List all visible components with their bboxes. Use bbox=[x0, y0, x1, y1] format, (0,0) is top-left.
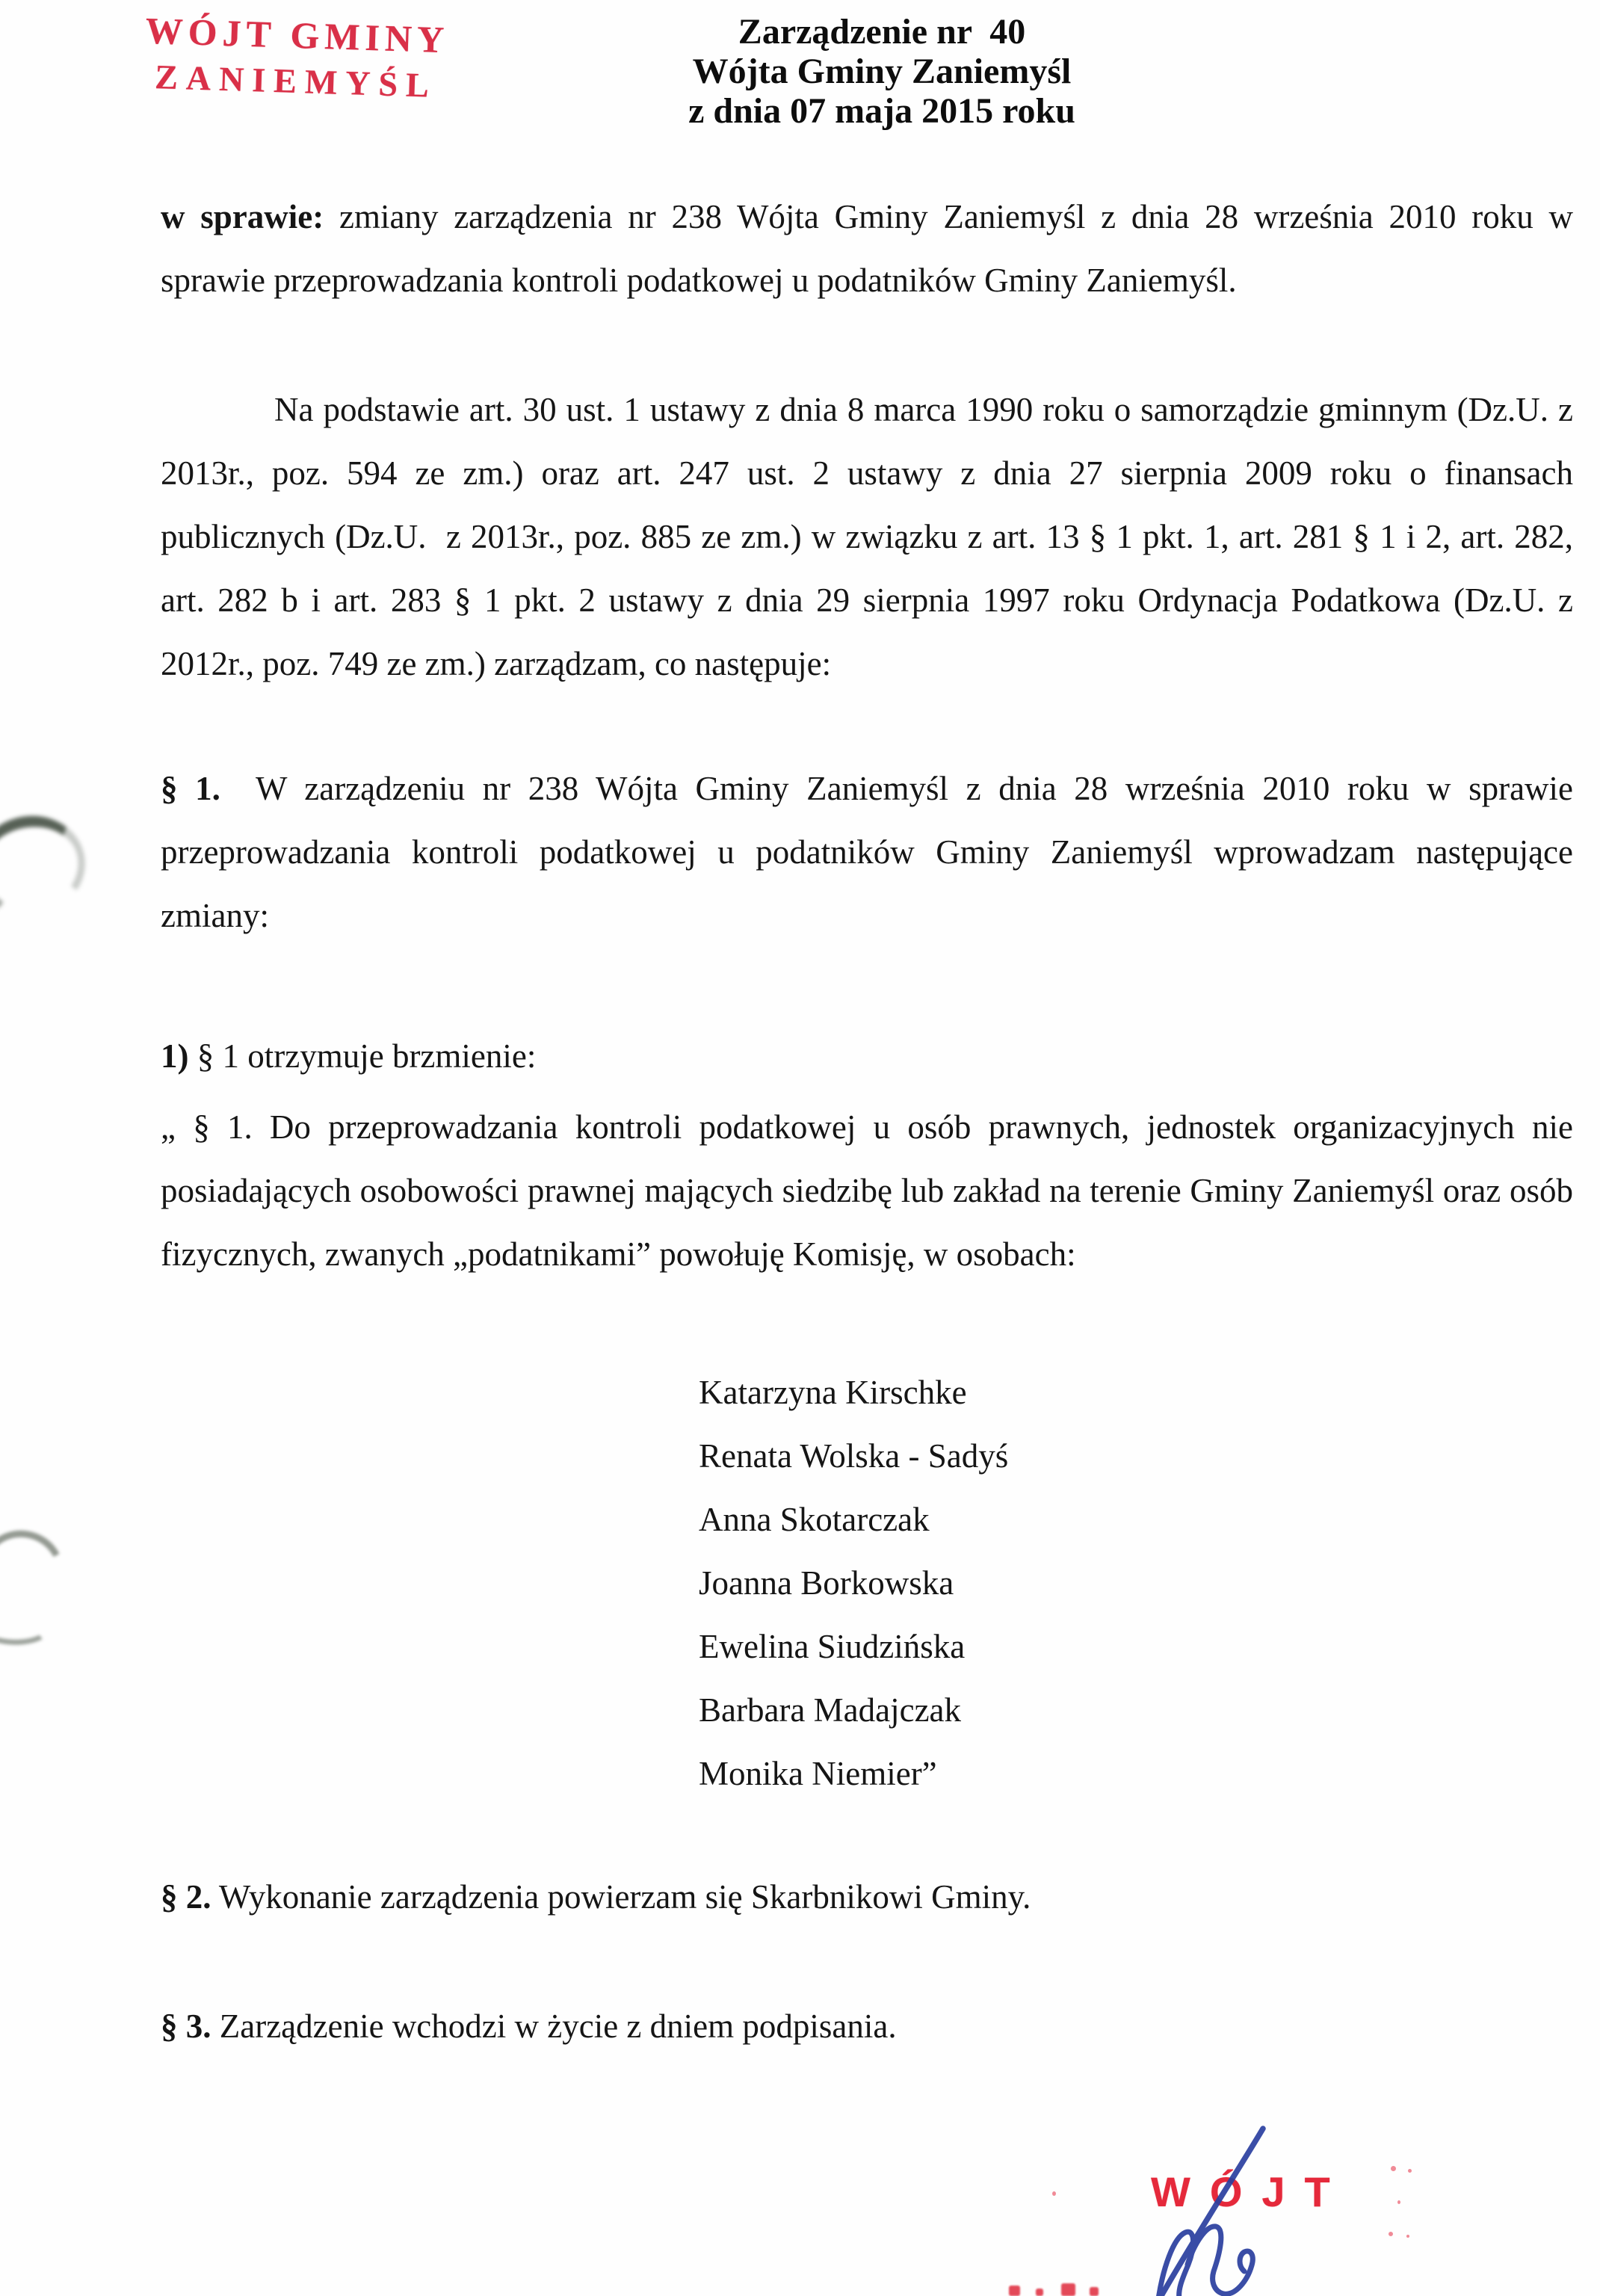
point-1-text: § 1 otrzymuje brzmienie: bbox=[188, 1037, 537, 1075]
section-2-label: § 2. bbox=[161, 1878, 211, 1916]
point-1-paragraph bbox=[161, 1025, 1573, 1088]
subject-label: w sprawie: bbox=[161, 198, 324, 235]
section-2-paragraph bbox=[161, 1866, 1573, 1929]
title-line-3: z dnia 07 maja 2015 roku bbox=[688, 91, 1075, 131]
signer-function-title: WÓJT bbox=[1151, 2168, 1350, 2215]
document-title bbox=[508, 12, 1255, 131]
committee-list bbox=[699, 1361, 1008, 1806]
committee-member: Katarzyna Kirschke bbox=[699, 1374, 967, 1411]
committee-member: Ewelina Siudzińska bbox=[699, 1628, 966, 1665]
title-line-2: Wójta Gminy Zaniemyśl bbox=[692, 52, 1072, 91]
subject-text: zmiany zarządzenia nr 238 Wójta Gminy Zaniemyśl z dnia 28 września 2010 roku w sprawie przeprowadzania kontroli podatkowej u podatników Gminy Zaniemyśl. bbox=[161, 198, 1574, 299]
office-stamp bbox=[142, 7, 451, 110]
stamp-line-2: ZANIEMYŚL bbox=[154, 58, 438, 105]
section-3-paragraph bbox=[161, 1995, 1573, 2058]
stamp-line-1: WÓJT GMINY bbox=[144, 9, 451, 61]
section-3-text: Zarządzenie wchodzi w życie z dniem podpisania. bbox=[211, 2008, 897, 2045]
section-1-label: § 1. bbox=[161, 770, 220, 807]
section-3-label: § 3. bbox=[161, 2008, 211, 2045]
section-1-text: W zarządzeniu nr 238 Wójta Gminy Zaniemyśl z dnia 28 września 2010 roku w sprawie przeprowadzania kontroli podatkowej u podatników Gminy Zaniemyśl wprowadzam następujące zmiany: bbox=[161, 770, 1574, 934]
committee-member: Monika Niemier” bbox=[699, 1755, 937, 1792]
title-line-1: Zarządzenie nr 40 bbox=[738, 12, 1026, 52]
handwritten-signature bbox=[1031, 2115, 1345, 2296]
hole-punch-artifact-1 bbox=[0, 806, 94, 926]
quoted-wording-text: „ § 1. Do przeprowadzania kontroli podatkowej u osób prawnych, jednostek organizacyjnych nie posiadających osobowości prawnej mających siedzibę lub zakład na terenie Gminy Zaniemyśl oraz osób fizycznych, zwanych „podatnikami” powołuję Komisję, w osobach: bbox=[161, 1108, 1573, 1273]
committee-member: Renata Wolska - Sadyś bbox=[699, 1437, 1009, 1475]
legal-basis-text: Na podstawie art. 30 ust. 1 ustawy z dnia 8 marca 1990 roku o samorządzie gminnym (Dz.U. z 2013r., poz. 594 ze zm.) oraz art. 247 ust. 2 ustawy z dnia 27 sierpnia 2009 roku o finansach publicznych (Dz.U. z 2013r., poz. 885 ze zm.) w związku z art. 13 § 1 pkt. 1, art. 281 § 1 i 2, art. 282, art. 282 b i art. 283 § 1 pkt. 2 ustawy z dnia 29 sierpnia 1997 roku Ordynacja Podatkowa (Dz.U. z 2012r., poz. 749 ze zm.) zarządzam, co następuje: bbox=[161, 391, 1573, 682]
committee-member: Joanna Borkowska bbox=[699, 1564, 954, 1602]
quoted-wording-paragraph bbox=[161, 1096, 1573, 1286]
point-1-label: 1) bbox=[161, 1037, 189, 1075]
subject-paragraph bbox=[161, 185, 1573, 312]
legal-basis-paragraph bbox=[161, 378, 1573, 696]
committee-member: Anna Skotarczak bbox=[699, 1501, 930, 1538]
section-2-text: Wykonanie zarządzenia powierzam się Skarbnikowi Gminy. bbox=[211, 1878, 1031, 1916]
committee-member: Barbara Madajczak bbox=[699, 1691, 962, 1729]
section-1-paragraph bbox=[161, 757, 1573, 948]
